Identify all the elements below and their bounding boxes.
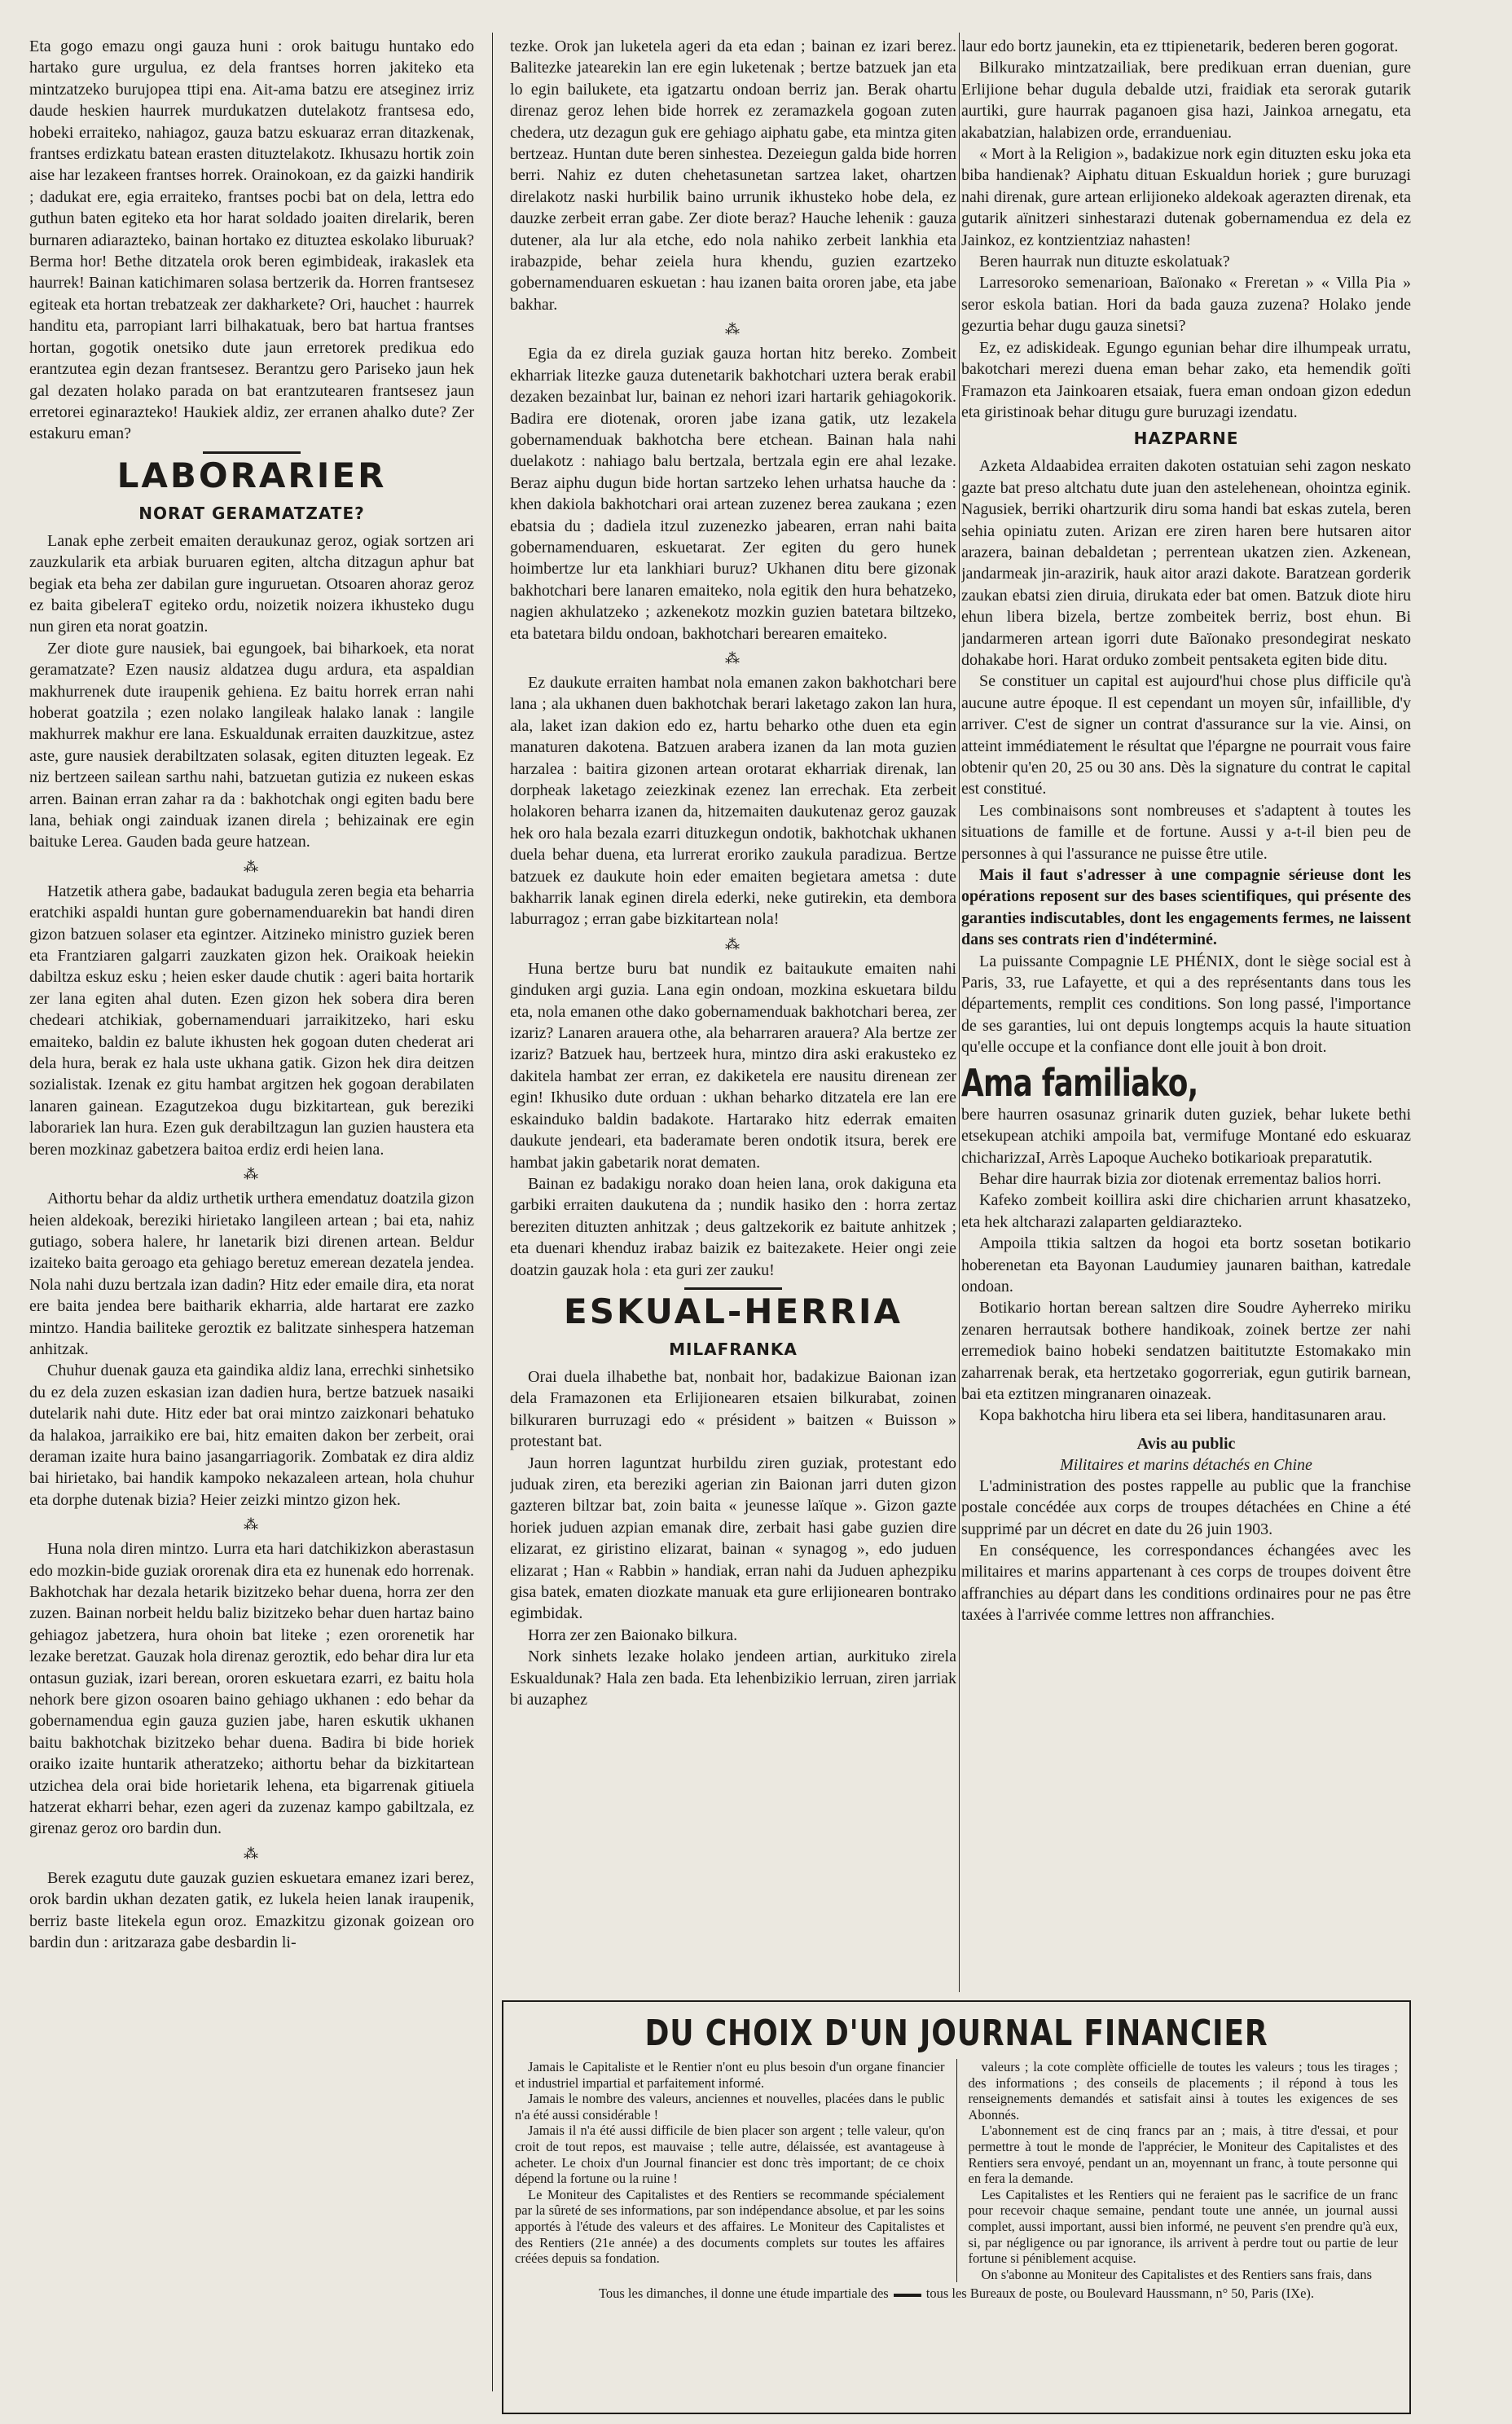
asterism-divider: ⁂ xyxy=(244,1845,260,1862)
financial-ad-paragraph: Jamais il n'a été aussi difficile de bien placer son argent ; telle valeur, qu'on croit de tout repos, est mauvaise ; telle autre, délaissée, est avantageuse à acheter. Le choix d'un Journal financier est donc très important; de ce choix dépend la fortune ou la ruine ! xyxy=(515,2123,945,2187)
article-paragraph: Egia da ez direla guziak gauza hortan hitz bereko. Zombeit ekharriak litezke gauza dutenetarik bakhotchari uztera berak erabil dezaken bezainbat lur, bainan ez nehori izari hartarik gehiagokorik. Badira ere diotenak, ororen jabe izana gatik, utz lezakela gobernamenduak bakhotcha bere etchean. Bainan hala nahi duelakotz : nahiago balu bertzala, bertzala egin ere ahal lezake. Beraz aiphu dugun bide hortan sartzeko lehen urhatsa hauche da : khen dakiola bakhotchari orai artean zuzenez berea zaukana ; ezen ebatsia du ; dadiela itzul zuzenezko jabearen, erran nahi baita gobernamenduaren, eskuetarat. Zer egiten du gero hunek hoimbertze lur eta lankhiari buruz? Ukhanen ditu bere gizonak bakhotchari bere lanaren emaiteko, nola egitik den hura behatzeko, nagien akhulatzeko ; azkenekotz mozkin guzien batetara biltzeko, eta batetara bildu ondoan, bakhotchari berearen emaiteko. xyxy=(510,345,956,643)
insurance-ad-paragraph: La puissante Compagnie LE PHÉNIX, dont le siège social est à Paris, 33, rue Lafayette, et qui a des représentants dans tous les départements, remplit ces conditions. Son long passé, l'importance de ses garanties, lui ont depuis longtemps acquis la haute situation qu'elle occupe et la confiance dont elle jouit à bon droit. xyxy=(961,952,1411,1057)
article-headline: MILAFRANKA xyxy=(669,1339,798,1359)
asterism-divider: ⁂ xyxy=(725,321,741,338)
article-paragraph: Ez daukute erraiten hambat nola emanen zakon bakhotchari bere lana ; ala ukhanen duen bakhotchak berari laketago zakon lan hura, ala, laket izan dakion edo ez, hartu beharko othe duen eta egin manaturen dakotena. Batzuen arabera izanen da lan mota guzien harzalea : baitira gizonen artean orotarat ekharriak direnak, lan dorpheak laketago zeiezkinak ezenez lan errechak. Eta zerbeit holakoren beharra izanen da, hitzemaiten daukutenaz geroz gauzak hek oro hala bezala ezarri dituzkegun ondotik, bakhotchak ukhanen duela behar duena, eta lurrerat eroriko zaukula paradizua. Bertze batzuek ez daukute hoin eder emaiten begietara ametsa : dute bakharrik lanak eginen direla ederki, neke gutirekin, eta dembora laburragoz ; erran gabe bizkitartean nola! xyxy=(510,673,956,929)
article-paragraph: Azketa Aldaabidea erraiten dakoten ostatuian sehi zagon neskato gazte bat preso altchatu dute juan den astelehenean, ohointza eginik. Nagusiek, berriki ohartzurik diru soma handi bat eskas zutela, beren sehia opiniatu zuten. Arizan ere ziren haren bere hutsaren aitor arazera, bainan debaldetan ; perrentean ukatzen zien. Azkenean, jandarmeak jin-arazirik, hauk aitor arazi dakote. Baratzean gorderik zaukan ebatsi zien diruia, dirukata eder bat omen. Batzuk diote hiru ehun libera bizela, bertze zombeitek berriz, bost ehun. Bi jandarmeren artean igorri dute Baïonako presondegirat neskato dohakabe hori. Harat orduko zombeit pentsaketa egiten bide ditu. xyxy=(961,457,1411,669)
financial-ad-right-column xyxy=(957,2059,1399,2282)
financial-ad-left-column xyxy=(515,2059,956,2282)
insurance-ad-paragraph: Les combinaisons sont nombreuses et s'adaptent à toutes les situations de famille et de fortune. Aussi y a-t-il bien peu de personnes à qui l'assurance ne puisse être utile. xyxy=(961,801,1411,863)
column-3 xyxy=(961,36,1411,1995)
article-headline: NORAT GERAMATZATE? xyxy=(138,503,365,523)
financial-ad-footer-line: Tous les dimanches, il donne une étude impartiale des xyxy=(598,2285,889,2302)
vermifuge-ad-paragraph: Kafeko zombeit koillira aski dire chicharien arrunt khasatzeko, eta hek altcharazi zalaparten geldiarazteko. xyxy=(961,1191,1411,1231)
financial-ad-footer xyxy=(515,2285,1398,2302)
vermifuge-ad-paragraph: bere haurren osasunaz grinarik duten guziek, behar lukete bethi etsekupean atchiki ampoila bat, vermifuge Montané edo eskuaraz chicharizzaI, Arrès Lapoque Aucheko botikarioak preparatutik. xyxy=(961,1105,1411,1167)
article-paragraph: tezke. Orok jan luketela ageri da eta edan ; bainan ez izari berez. Balitezke jatearekin lan ere egin luketenak ; bertze batzuek jan eta lo egin bailukete, eta igatzartu ondoan berriz jan. Berak ohartu direnaz geroz lehen bide horrek ez zeramazkela gogoan zuten chedera, utz dezagun guk ere gehiago aiphatu gabe, eta mintza giten bertzeaz. Huntan dute beren sinhestea. Dezeiegun galda bide horren berri. Nahiz ez duten chehetasunetan sartzea laket, ohartzen direlakotz naski hurbilik baino urrunik ikhusteko hobe dela, ez dauzke zerbeit erran gabe. Zer diote beraz? Hauche lehenik : gauza dutener, ala lur ala etche, edo nola nahiko zerbeit lankhia eta irabazpide, behar zeiela hura khendu, guzien ezartzeko gobernamenduaren eskuetan : hau izanen baita ororen jabe, eta jabe bakhar. xyxy=(510,37,956,314)
vermifuge-ad xyxy=(961,1062,1411,1104)
asterism-divider: ⁂ xyxy=(725,935,741,952)
financial-journal-ad xyxy=(502,2000,1411,2414)
financial-ad-title: DU CHOIX D'UN JOURNAL FINANCIER xyxy=(644,2013,1268,2054)
article-paragraph: Horra zer zen Baionako bilkura. xyxy=(528,1626,738,1644)
article-paragraph: Orai duela ilhabethe bat, nonbait hor, badakizue Baionan izan dela Framazonen eta Erlijionearen etsaien bilkurabat, zoinen bilkuraren burruzagi edo « président » baitzen « Buisson » protestant bat. xyxy=(510,1367,956,1451)
asterism-divider: ⁂ xyxy=(244,1166,260,1183)
article-paragraph: Zer diote gure nausiek, bai egungoek, bai biharkoek, eta norat geramatzate? Ezen nausiz aldatzea dugu ardura, eta aspaldian makhurrenek dute iraupenik gehiena. Ez baitu horrek erran nahi hoberat goatzila ; ezen nolako langileak halako lanak : langile makhurrek makhur ere lana. Eskualdunak erraiten dauzkitzue, astez aste, gure nausiek derabiltzaten solasak, egiten dituzten legeak. Ez niz bertzeen sailean sarthu nahi, batzuetan gutizia ez nukeen eskas arren. Bainan erran zahar ra da : bakhotchak ongi egiten badu bere lana, behiak ongi zainduak izanen direla ; behizainak ere egin baituke Lerea. Gauden bada geure hatzean. xyxy=(29,639,474,851)
article-paragraph: Bilkurako mintzatzailiak, bere predikuan erran duenian, gure Erlijione behar dugula debalde utzi, fraidiak eta serorak gutarik aurtiki, gure haurrak paganoen gisa hazi, Jainkoa arnegatu, eta akabatzian, halabizen orde, errandueniau. xyxy=(961,59,1411,142)
article-paragraph: Beren haurrak nun dituzte eskolatuak? xyxy=(979,253,1230,271)
article-headline: HAZPARNE xyxy=(1133,429,1239,449)
ornament-bar xyxy=(894,2294,921,2297)
asterism-divider: ⁂ xyxy=(725,649,741,666)
article-paragraph: « Mort à la Religion », badakizue nork egin dituzten esku joka eta biba handienak? Aiphatu dituan Eskualdun horiek ; gure buruzagi nahi direnak, gure artean erlijioneko aldekoak agerazten direnak, eta gutarik aïnitzeri sinhestarazi dutenak gobernamendua ez dela ez Jainkoz, ez kontzientziaz nahasten! xyxy=(961,145,1411,249)
financial-ad-paragraph: Jamais le nombre des valeurs, anciennes et nouvelles, placées dans le public n'a été aussi considérable ! xyxy=(515,2091,945,2123)
vermifuge-ad-paragraph: Behar dire haurrak bizia zor diotenak errementaz balios horri. xyxy=(979,1169,1382,1188)
article-paragraph: Jaun horren laguntzat hurbildu ziren guziak, protestant edo juduak ziren, eta bereziki agerian zin Baionan jarri duten gizon gazteren biltzar bat, zoin baita « jeunesse laïque ». Gizon gazte horiek juduen azpian emanak dire, zerbait hasi gabe guzien dire elizarat, ez giristino elizarat, bainan « synagog », edo juduen elizarat ; Han « Rabbin » handiak, erran nahi da Juduen aphezpiku gisa batek, ematen diozkate manuak eta gure erlijionearen bontrako egimbidak. xyxy=(510,1454,956,1623)
financial-ad-paragraph: Jamais le Capitaliste et le Rentier n'ont eu plus besoin d'un organe financier et industriel impartial et parfaitement informé. xyxy=(515,2059,945,2091)
vermifuge-ad-paragraph: Ampoila ttikia saltzen da hogoi eta bortz sosetan botikario hoberenetan eta Bayonan Laudumiey jaunaren baithan, katredale ondoan. xyxy=(961,1234,1411,1296)
article-paragraph: Chuhur duenak gauza eta gaindika aldiz lana, errechki sinhetsiko du ez dela zuzen eskasian izan dadien hura, bertze batzuek nasaiki dutelarik nahi dute. Hitz eder bat orai mintzo zaizkonari behatuko da halakoa, jarraikiko ere bai, hitz emaiten dakon ber zerbeit, orai deraman izaite hura baino jasangarriagorik. Zombatak ez dira aldiz bai hirietako, bai handik kampoko nekazaleen artean, hola chuhur eta dorphe dutenak bizia? Heier zeizki mintzo gizon hek. xyxy=(29,1362,474,1509)
asterism-divider: ⁂ xyxy=(244,1516,260,1533)
financial-ad-footer-line: tous les Bureaux de poste, ou Boulevard Haussmann, n° 50, Paris (IXe). xyxy=(925,2285,1315,2302)
asterism-divider: ⁂ xyxy=(244,858,260,875)
notice-title: Avis au public xyxy=(1136,1434,1236,1453)
article-paragraph: Ez, ez adiskideak. Egungo egunian behar dire ilhumpeak urratu, bakotchari merezi duena eman behar zako, eta hemendik goïti Framazon eta Jainkoaren etsaiak, fuera eman ondoan gizon ededun eta giristinoak behar ditugu gure buruzagi izendatu. xyxy=(961,338,1411,421)
notice-paragraph: En conséquence, les correspondances échangées avec les militaires et marins appartenant à ces corps de troupes doivent être affranchies au départ dans les conditions ordinaires pour ne pas être taxées à l'arrivée comme lettres non affranchies. xyxy=(961,1542,1411,1625)
notice-paragraph: L'administration des postes rappelle au public que la franchise postale concédée aux corps de troupes détachées en Chine a été supprimé par un décret en date du 26 juin 1903. xyxy=(961,1476,1411,1538)
article-paragraph: Nork sinhets lezake holako jendeen artian, aurkituko zirela Eskualdunak? Hala zen bada. Eta lehenbizikio lerruan, ziren jarriak bi auzaphez xyxy=(510,1648,956,1709)
article-paragraph: Eta gogo emazu ongi gauza huni : orok baitugu huntako edo hartako gure urgulua, ez dela frantses horren jakiteko eta mintzatzeko burujopea ttipi ena. Ait-ama batzu ere atseginez irriz daude heskien haurrek murdukatzen dutelakotz frantsesa edo, hobeki erraiteko, nahiagoz, gauza batzu eskuaraz erran ditazkenak, frantses erdizkatu batean erasten dituztelakotz. Ikhusazu hortik zoin aise har lezakeen frantses horrek. Orainokoan, ez da gaizki handirik ; dadukat ere, egia erraiteko, frantses pocbi bat on dela, lettra edo guthun baten egiteko eta hor harat soldado joaiten direlarik, beren burnaren adiarazteko, bainan hortako ez dituztea eskolako liburuak? Berma hor! Bethe ditzatela orok beren egimbideak, irakaslek eta haurrek! Bainan katichimaren solasa bertzerik da. Horren frantsesez egiteak eta hortan trebatzeak zer dakharkete? Ori, hauchet : haurrek handitu eta, parropiant larri bilhakatuak, bero bat hartua frantses hortan, gogotik onetsiko dute jaun erretorek predikua edo erantzutea egin dezan frantsesez. Berantzu gero Pariseko jaun hek gal dezaten holako parada on bat erantzutearen frantsesez jaun erretorei eginarazteko! Haukiek aldiz, zer erranen ahalko dute? Zer estakuru eman? xyxy=(29,37,474,443)
column-divider xyxy=(492,33,493,2391)
financial-ad-paragraph: Les Capitalistes et les Rentiers qui ne feraient pas le sacrifice de un franc pour recevoir chaque semaine, pendant toute une année, un journal aussi complet, aussi important, aussi bien informé, ne peuvent s'en prendre qu'à eux, si, par négligence ou par ignorance, ils arrivent à perdre tout ou partie de leur fortune si péniblement acquise. xyxy=(968,2186,1398,2267)
article-paragraph: laur edo bortz jaunekin, eta ez ttipienetarik, bederen beren gogorat. xyxy=(961,37,1399,55)
financial-ad-paragraph: On s'abonne au Moniteur des Capitalistes et des Rentiers sans frais, dans xyxy=(981,2266,1373,2282)
column-1 xyxy=(29,36,474,2399)
article-paragraph: Larresoroko semenarioan, Baïonako « Freretan » « Villa Pia » seror eskola batian. Hori da bada gauza zuzena? Holako jende gezurtia behar dugu gauza sinetsi? xyxy=(961,274,1411,336)
notice-subtitle: Militaires et marins détachés en Chine xyxy=(1060,1455,1312,1474)
financial-ad-paragraph: valeurs ; la cote complète officielle de toutes les valeurs ; tous les tirages ; des informations ; des conseils de placements ; il répond à tous les renseignements demandés et satisfait ainsi à toutes les exigences de ses Abonnés. xyxy=(968,2059,1398,2123)
article-paragraph: Hatzetik athera gabe, badaukat badugula zeren begia eta beharria eratchiki aspaldi huntan gure gobernamenduarekin bat handi diren gizon batzuen solaser eta egintzer. Aitzineko ministro guziek beren eta Frantziaren galgarri zauzkaten gizon hek. Oraikoak heiekin dabiltza eskuz esku ; heien esker daude chutik : ageri baita hortarik zer lana egiten ahal duten. Ezen gizon hek sobera dira beren chedeari atchikiak, gobernamenduari jarraikitzeko, hari esku emaiteko, baldin ez balute ikhusten hek gogoan duten chederat ari dela hura, berak ez hala uste ukhana gatik. Gizon hek dira deitzen sozialistak. Izenak ez gitu hambat argitzen hek gogoan derabilaten lanaren gainean. Ezagutzekoa dugu bizkitartean, guk bereziki laborariek lan hura. Ezen guk derabiltzagun lan guzien haustera eta beren mozkinaz gabetzera baitoa erdiz erdi heien lana. xyxy=(29,882,474,1159)
article-paragraph: Huna bertze buru bat nundik ez baitaukute emaiten nahi ginduken argi guzia. Lana egin ondoan, mozkina eskuetara bildu eta, nola emanen othe dako gobernamenduak bakhotchari berea, zer izariz? Lanaren arauera othe, ala beharraren arauera? Ala bertze zer izariz? Batzuek hau, bertzeek hura, mintzo dira aski erakusteko ez dakitela hambat zer erran, ez dakiketela ere nausitu direnean zer egin! Ikhusiko dute orduan : ukhan beharko ditzatela ere lan ere eskainduko baldin badakote. Hartarako hitz ederrak emaiten daukute jendeari, eta baderamate beren ondotik itsura, berek ere hambat jakin gabetarik norat dematen. xyxy=(510,959,956,1172)
article-paragraph: Berek ezagutu dute gauzak guzien eskuetara emanez izari berez, orok bardin ukhan dezaten gatik, ez lukela heien lanak iraupenik, berriz baste litekela egun oroz. Emazkitzu gizonak goizean oro bardin dun : aritzaraza gabe desbardin li- xyxy=(29,1868,474,1952)
column-divider xyxy=(959,33,960,1992)
section-masthead: LABORARIER xyxy=(116,455,387,495)
insurance-ad-paragraph: Se constituer un capital est aujourd'hui chose plus difficile qu'à aucune autre époque. Il est cependant un moyen sûr, infaillible, d'y arriver. C'est de signer un contrat d'assurance sur la vie. Ainsi, on atteint immédiatement le résultat que l'épargne ne pourrait vous faire obtenir qu'en 20, 25 ou 30 ans. Dès la signature du contrat le capital est constitué. xyxy=(961,672,1411,798)
financial-ad-paragraph: L'abonnement est de cinq francs par an ; mais, à titre d'essai, et pour permettre à tout le monde de l'apprécier, le Moniteur des Capitalistes et des Rentiers sera envoyé, pendant un an, moyennant un franc, à toute personne qui en fera la demande. xyxy=(968,2123,1398,2187)
article-paragraph: Huna nola diren mintzo. Lurra eta hari datchikizkon aberastasun edo mozkin-bide guziak ororenak dira eta ez hunenak edo horrenak. Bakhotchak har dezala hetarik bizitzeko behar duena, horra zer den zuzen. Bainan norbeit heldu baliz bizitzeko behar duen hartaz baino gehiagoz jabetzera, hura ohoin bat liteke ; ezen ororenetik har lezake beretzat. Gauzak hola direnaz geroztik, edo behar dira lur eta ontasun guziak, izari berean, ororen eskuetara ezarri, ez baitu hola nehork bere gizon osoaren baino gehiago ukhanen : edo behar da gobernamendua egin gauza guzien jabe, haren eskutik ukhanen baitu bakhotchak bizitzeko behar duena. Badira bi bide horiek oraiko izaite huntarik atheratzeko; aithortu behar da bizkitartean utzichea dela orai bide horietarik lehena, eta bigarrenak gitiuela hatzerat ekharri behar, ezen ageri da zuzenaz kampo gabiltzala, ez girenaz geroz oro bardin dun. xyxy=(29,1540,474,1838)
article-paragraph: Bainan ez badakigu norako doan heien lana, orok dakiguna eta garbiki erraiten daukutena da ; nundik hasiko den : horra zertaz bereziten dituzten anhitzak ; deus galtzekorik ez baitute anhitzek ; eta duenari khenduz irabaz baizik ez baitezakete. Heier ongi zeie doatzin gauzak hola : eta guri zer zauku! xyxy=(510,1174,956,1279)
vermifuge-ad-paragraph: Botikario hortan berean saltzen dire Soudre Ayherreko miriku zenaren herrautsak bothere handikoak, zoinek bertze zer nahi erremediok baino hobeki sendatzen baititutzte Estomakako min zaharrenak berak, eta hertzetako gogorreriak, egun gutirik barnean, bai eta eztitzen mingranaren oinazeak. xyxy=(961,1299,1411,1403)
article-paragraph: Lanak ephe zerbeit emaiten deraukunaz geroz, ogiak sortzen ari zauzkularik eta arbiak buruaren egiten, altcha ditzagun aphur bat begiak eta beha zer dabilan gure inguruetan. Otsoaren ahoraz geroz ez baita gibeleraT egiteko ordu, noizetik noizera ikhusteko dugu nun giren eta norat goatzin. xyxy=(29,531,474,636)
vermifuge-ad-paragraph: Kopa bakhotcha hiru libera eta sei libera, handitasunaren arau. xyxy=(979,1406,1387,1425)
insurance-ad-paragraph: Mais il faut s'adresser à une compagnie sérieuse dont les opérations reposent sur des bases scientifiques, qui présente des garanties indiscutables, dont les engagements fermes, ne laissent dans ses contrats rien d'indéterminé. xyxy=(961,866,1411,949)
column-2 xyxy=(510,36,956,1995)
article-paragraph: Aithortu behar da aldiz urthetik urthera emendatuz doatzila gizon heien aldekoak, bereziki hirietako langileen artean ; bai eta, nahiz gutiago, sobera halere, hr lanetarik bizi direnen artean. Beldur izaiteko baita geroago eta gehiago beretuz emerean dezatela jendea. Nola nahi duzu bertzala izan dadin? Hitz eder emaile dira, eta norat ere baita jendea bere baitharik ekharria, alde hartarat ere zazko mintzo. Handia bailiteke geroztik ez balitzate sinhespera hatzeman anhitzak. xyxy=(29,1190,474,1358)
financial-ad-paragraph: Le Moniteur des Capitalistes et des Rentiers se recommande spécialement par la sûreté de ses informations, par son indépendance absolue, et par les soins apportés à l'étude des valeurs et des affaires. Le Moniteur des Capitalistes et des Rentiers (21e année) a des documents complets sur toutes les affaires créées depuis sa fondation. xyxy=(515,2186,945,2267)
section-masthead: ESKUAL-HERRIA xyxy=(564,1291,903,1331)
vermifuge-ad-title: Ama familiako, xyxy=(961,1060,1198,1105)
